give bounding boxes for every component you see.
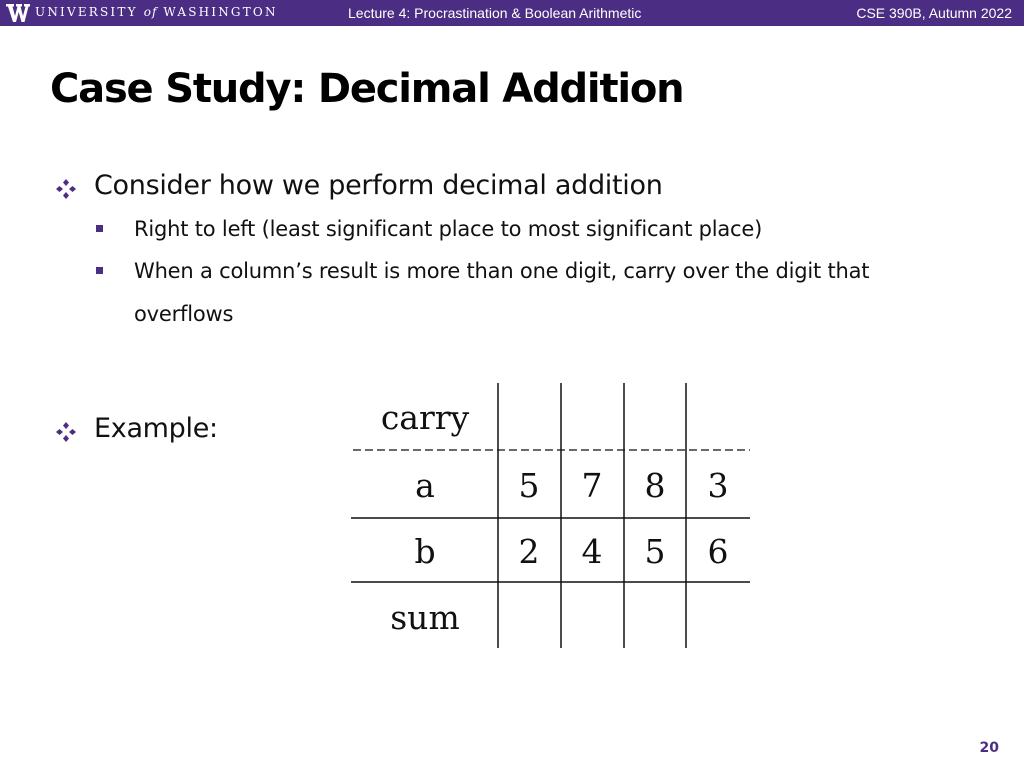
a-digit: 5 (518, 466, 540, 505)
diamond-bullet-icon (56, 422, 76, 442)
a-digit: 3 (707, 466, 729, 505)
row-label-b: b (414, 532, 436, 571)
sub-bullet-text: When a column’s result is more than one digit, carry over the digit that overflows (134, 259, 870, 326)
b-digit: 6 (707, 532, 729, 571)
row-label-sum: sum (390, 598, 460, 637)
row-label-carry: carry (380, 398, 470, 437)
wordmark-university: UNIVERSITY (35, 5, 138, 19)
bullet-text: Example: (94, 413, 218, 444)
a-digit: 7 (581, 466, 603, 505)
b-digit: 5 (644, 532, 666, 571)
row-label-a: a (415, 466, 435, 505)
square-bullet-icon (96, 267, 103, 274)
bullet-text: Consider how we perform decimal addition (94, 170, 663, 201)
square-bullet-icon (96, 225, 103, 232)
wordmark-of: of (143, 5, 158, 19)
page-number: 20 (979, 740, 999, 756)
lecture-title: Lecture 4: Procrastination & Boolean Arithmetic (348, 5, 642, 21)
course-title: CSE 390B, Autumn 2022 (856, 5, 1012, 21)
a-digit: 8 (644, 466, 666, 505)
uw-w-logo-icon (6, 2, 30, 24)
university-wordmark (35, 5, 278, 19)
b-digit: 4 (581, 532, 603, 571)
wordmark-washington: WASHINGTON (163, 5, 278, 19)
header-bar (0, 0, 1024, 26)
slide-title: Case Study: Decimal Addition (50, 66, 684, 112)
diamond-bullet-icon (56, 179, 76, 199)
b-digit: 2 (518, 532, 540, 571)
sub-bullet-text: Right to left (least significant place to most significant place) (134, 217, 763, 241)
